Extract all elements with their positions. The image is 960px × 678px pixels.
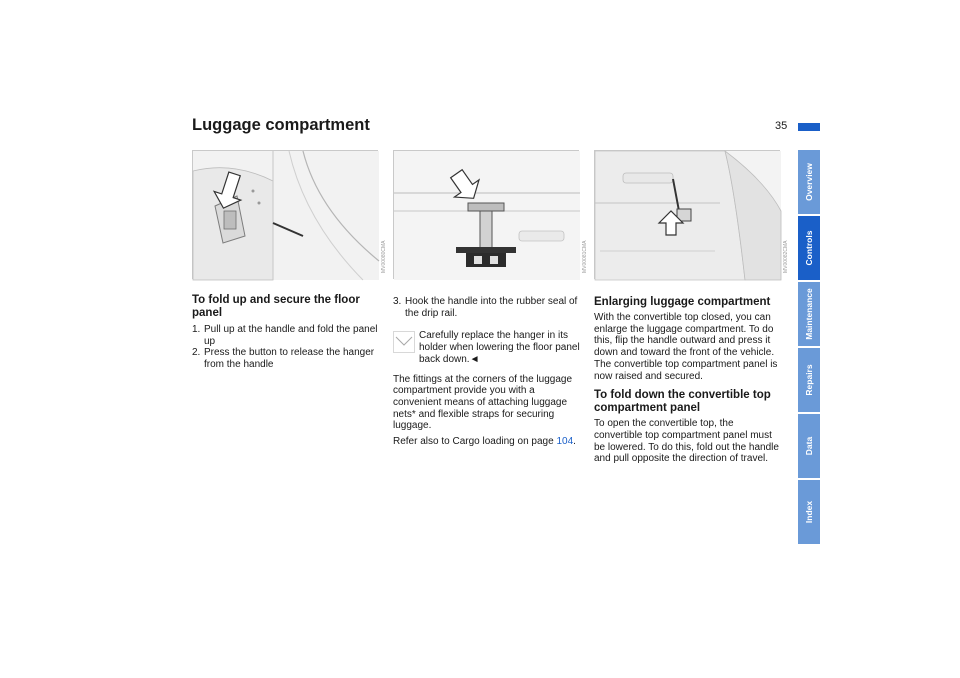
section-heading: To fold down the convertible top compartment panel [594, 389, 771, 415]
column-2 [393, 296, 583, 448]
step-number: 3. [393, 296, 402, 307]
figure-hanger-illustration [394, 151, 580, 280]
list-item [393, 296, 583, 319]
figure-code: MV00080CMA [381, 240, 387, 273]
tab-repairs[interactable] [798, 348, 820, 412]
tab-controls[interactable] [798, 216, 820, 280]
paragraph-text: Refer also to Cargo loading on page [393, 436, 554, 448]
column-3 [594, 296, 784, 465]
paragraph: With the convertible top closed, you can enlarge the luggage compartment. To do this, flip the handle outward and press it down and toward the front of the vehicle. The convertible top compartment panel is now raised and secured. [594, 312, 778, 382]
page-number: 35 [775, 120, 788, 132]
tab-label: Repairs [804, 364, 814, 396]
page-title: Luggage compartment [192, 116, 370, 134]
tab-label: Index [804, 500, 814, 524]
figure-luggage-compartment-illustration [595, 151, 781, 280]
figure-hanger [393, 150, 588, 279]
paragraph [393, 436, 583, 448]
tab-label: Controls [804, 230, 814, 266]
figure-floor-panel-illustration [193, 151, 379, 280]
page-number-bar [798, 123, 820, 131]
tab-index[interactable] [798, 480, 820, 544]
paragraph-end: . [573, 436, 576, 448]
section-heading: Enlarging luggage compartment [594, 296, 771, 308]
section-heading: To fold up and secure the floor panel [192, 294, 360, 319]
paragraph: The fittings at the corners of the luggage compartment provide you with a convenient means of attaching luggage nets* and flexible straps for securing luggage. [393, 373, 572, 432]
step-text: Press the button to release the hanger from the handle [204, 347, 375, 371]
step-text: Hook the handle into the rubber seal of the drip rail. [405, 296, 578, 319]
figure-code: MV00081CMA [582, 240, 588, 273]
list-item [192, 347, 380, 370]
figure-luggage-compartment [594, 150, 789, 279]
list-item [192, 324, 380, 347]
step-text: Pull up at the handle and fold the panel up [204, 324, 378, 347]
tab-label: Data [804, 436, 814, 456]
note-text: Carefully replace the hanger in its holder when lowering the floor panel back down. [419, 330, 580, 365]
tab-data[interactable] [798, 414, 820, 478]
figure-floor-panel [192, 150, 387, 279]
column-1 [192, 294, 380, 371]
tab-label: Overview [804, 163, 814, 201]
tab-label: Maintenance [804, 288, 814, 340]
safety-note [393, 330, 583, 365]
paragraph: To open the convertible top, the convertible top compartment panel must be lowered. To do this, fold out the handle and pull opposite the direction of travel. [594, 418, 779, 465]
note-icon [393, 331, 415, 353]
tab-overview[interactable] [798, 150, 820, 214]
figure-code: MV00082CMA [783, 240, 789, 273]
step-number: 1. [192, 324, 201, 335]
tab-maintenance[interactable] [798, 282, 820, 346]
step-number: 2. [192, 347, 201, 359]
end-of-note-icon: ◄ [469, 353, 480, 365]
page-link[interactable]: 104 [556, 436, 574, 448]
